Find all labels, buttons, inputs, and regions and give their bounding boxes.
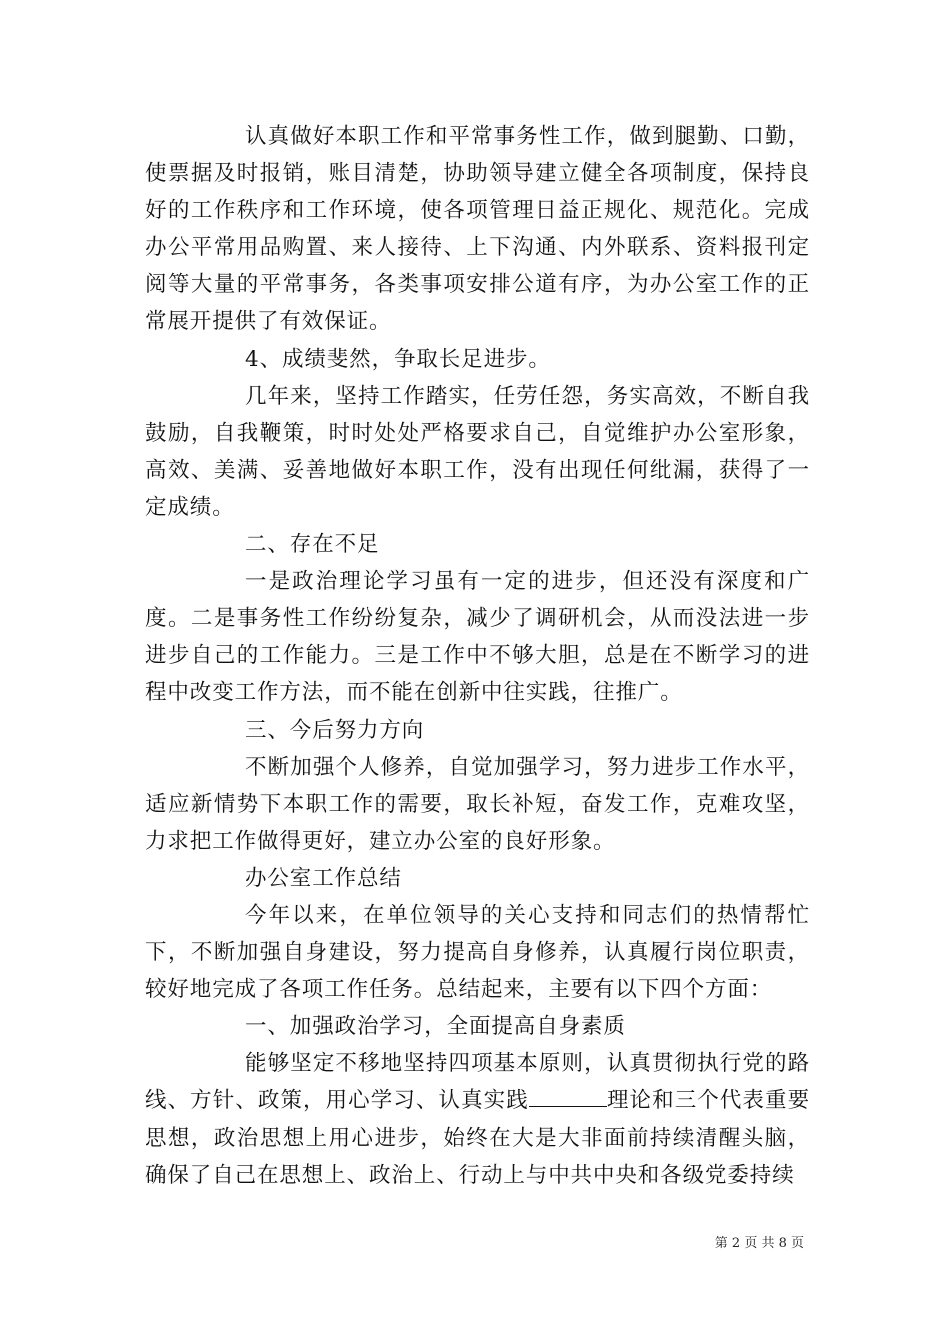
section-heading: 一、加强政治学习，全面提高自身素质 — [245, 1014, 626, 1040]
section-heading: 4、成绩斐然，争取长足进步。 — [245, 346, 551, 372]
paragraph: 认真做好本职工作和平常事务性工作，做到腿勤、口勤，使票据及时报销，账目清楚，协助领导建立健全各项制度，保持良好的工作秩序和工作环境，使各项管理日益正规化、规范化。完成办公平常用品购置、来人接待、上下沟通、内外联系、资料报刊定阅等大量的平常事务，各类事项安排公道有序，为办公室工作的正常展开提供了有效保证。 — [145, 124, 810, 335]
paragraph: 今年以来，在单位领导的关心支持和同志们的热情帮忙下，不断加强自身建设，努力提高自身修养，认真履行岗位职责，较好地完成了各项工作任务。总结起来，主要有以下四个方面： — [145, 902, 810, 1003]
fill-in-blank — [529, 1088, 607, 1107]
page-number-footer: 第 2 页 共 8 页 — [714, 1236, 804, 1251]
paragraph: 不断加强个人修养，自觉加强学习，努力进步工作水平，适应新情势下本职工作的需要，取长补短，奋发工作，克难攻坚，力求把工作做得更好，建立办公室的良好形象。 — [145, 754, 810, 854]
paragraph-with-blank — [145, 1045, 810, 1193]
paragraph-text-before-blank: 能够坚定不移地坚持四项基本原则，认真贯彻执行党的路线、方针、政策，用心学习、认真实践 — [145, 1051, 810, 1114]
document-body — [145, 118, 810, 1194]
section-heading: 三、今后努力方向 — [245, 717, 425, 743]
paragraph: 几年来，坚持工作踏实，任劳任怨，务实高效，不断自我鼓励，自我鞭策，时时处处严格要求自己，自觉维护办公室形象，高效、美满、妥善地做好本职工作，没有出现任何纰漏，获得了一定成绩。 — [145, 383, 810, 520]
paragraph-text-after-blank: 理论和三个代表重要思想，政治思想上用心进步，始终在大是大非面前持续清醒头脑，确保了自己在思想上、政治上、行动上与中共中央和各级党委持续 — [145, 1088, 810, 1188]
section-heading: 二、存在不足 — [245, 532, 380, 558]
section-title: 办公室工作总结 — [245, 865, 402, 891]
paragraph: 一是政治理论学习虽有一定的进步，但还没有深度和广度。二是事务性工作纷纷复杂，减少了调研机会，从而没法进一步进步自己的工作能力。三是工作中不够大胆，总是在不断学习的进程中改变工作方法，而不能在创新中往实践，往推广。 — [145, 569, 810, 706]
